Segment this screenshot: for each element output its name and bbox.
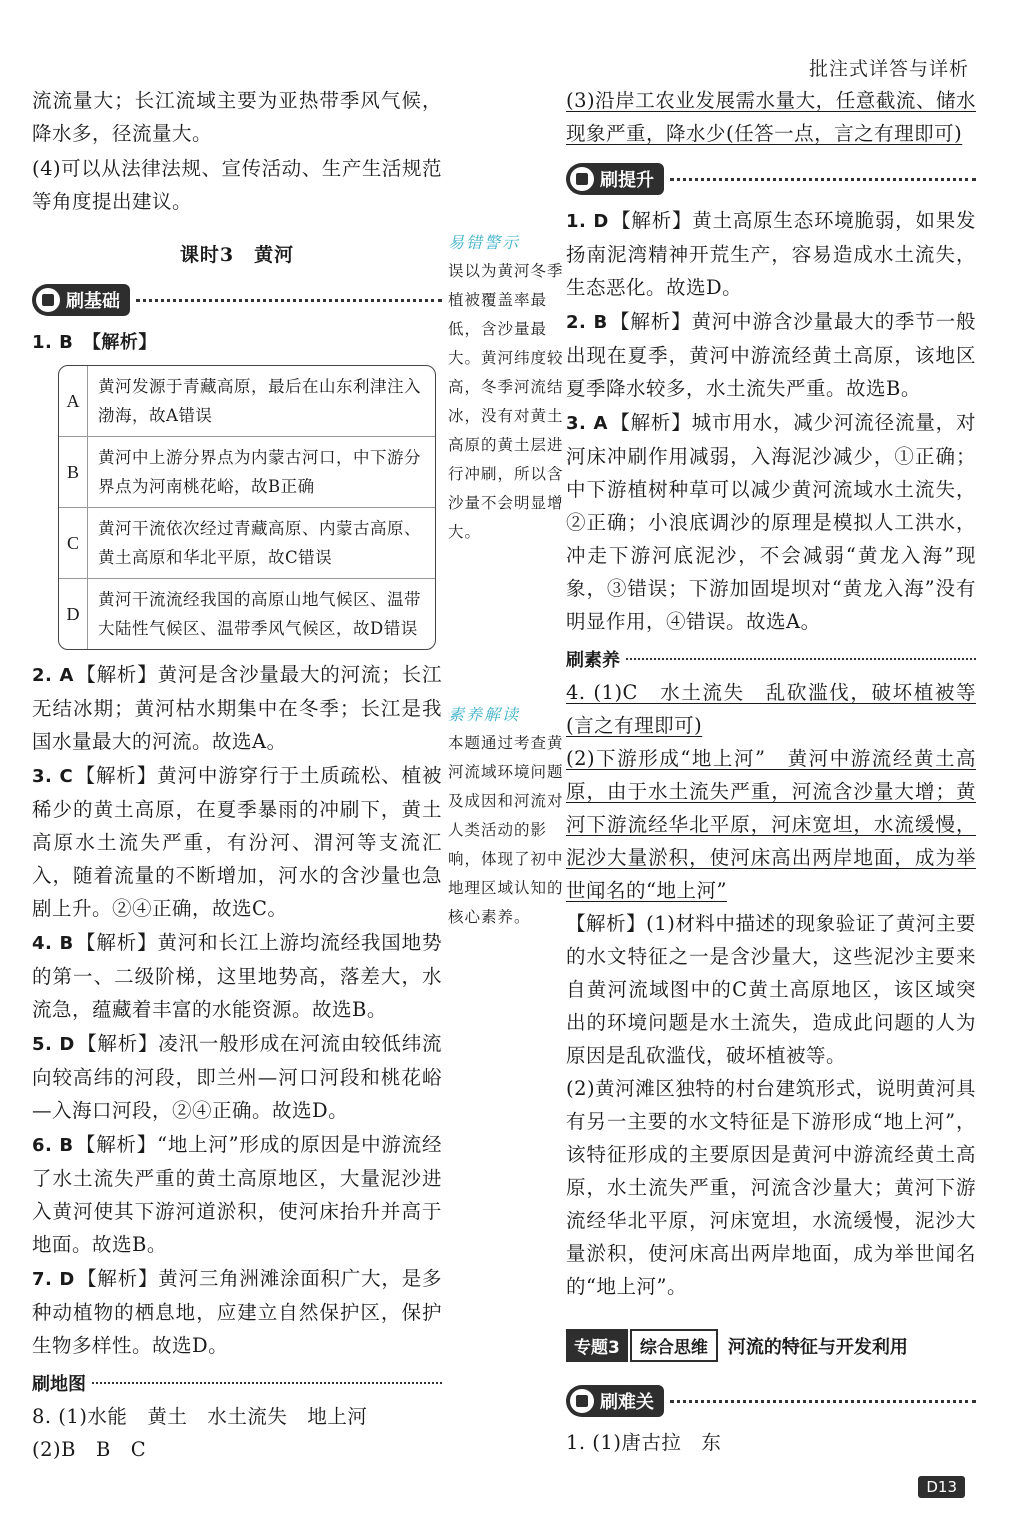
question-8-line: (2)B B C (32, 1438, 147, 1461)
question-8-line: 8. (1)水能 黄土 水土流失 地上河 (32, 1405, 368, 1428)
question-number: 5. D (32, 1034, 75, 1055)
option-text: 黄河发源于青藏高原，最后在山东利津注入渤海，故A错误 (98, 377, 421, 425)
question-item (32, 1262, 442, 1362)
right-column (566, 84, 976, 1459)
section-literacy (566, 644, 976, 674)
side-note-warning (448, 228, 566, 547)
dotted-divider (670, 178, 976, 181)
side-note-text: 本题通过考查黄河流域环境问题及成因和河流对人类活动的影响，体现了初中地理区域认知的核心素养。 (448, 734, 564, 926)
dotted-divider (136, 299, 442, 302)
topic-category: 综合思维 (630, 1329, 718, 1362)
section-basic (32, 281, 442, 319)
side-note-tag: 素养解读 (448, 705, 521, 724)
question-item (32, 759, 442, 925)
option-key: B (59, 437, 88, 507)
dotted-divider (626, 658, 976, 660)
question-4-analysis: 【解析】(1)材料中描述的现象验证了黄河主要的水文特征之一是含沙量大，这些泥沙主要来自黄河流域图中的C黄土高原地区，该区域突出的环境问题是水土流失，造成此问题的人为原因是乱砍滥伐，破坏植被等。 (566, 912, 976, 1067)
side-note-literacy (448, 700, 566, 932)
badge-hard (566, 1385, 664, 1417)
question-text: 【解析】凌汛一般形成在河流由较低纬流向较高纬的河段，即兰州—河口河段和桃花峪—入海口河段，②④正确。故选D。 (32, 1032, 442, 1122)
badge-label: 刷提升 (600, 170, 654, 191)
question-item (566, 406, 976, 638)
option-key: D (59, 579, 88, 649)
section-literacy-label: 刷素养 (566, 650, 620, 671)
question-text: 【解析】黄河是含沙量最大的河流；长江无结冰期；黄河枯水期集中在冬季；长江是我国水量最大的河流。故选A。 (32, 663, 442, 753)
badge-label: 刷基础 (66, 291, 120, 312)
question-number: 3. C (32, 766, 74, 787)
question-text: 【解析】黄河三角洲滩涂面积广大，是多种动植物的栖息地，应建立自然保护区，保护生物多样性。故选D。 (32, 1267, 442, 1357)
intro-line: 流流量大；长江流域主要为亚热带季风气候，降水多，径流量大。 (32, 89, 442, 145)
question-4-analysis: (2)黄河滩区独特的村台建筑形式，说明黄河具有另一主要的水文特征是下游形成“地上河”，该特征形成的主要原因是黄河中游流经黄土高原，水土流失严重，河流含沙量大；黄河下游流经华北平原，河床宽坦，水流缓慢，泥沙大量淤积，使河床高出两岸地面，成为举世闻名的“地上河”。 (566, 1077, 976, 1298)
question-number: 2. B (566, 312, 608, 333)
lesson-title: 课时3 黄河 (179, 244, 295, 266)
question-number: 1. B 【解析】 (32, 332, 157, 353)
topic-banner (566, 1329, 976, 1362)
question-number: 4. B (32, 933, 74, 954)
question-item (566, 204, 976, 304)
badge-up (566, 163, 664, 195)
question-4-answer: (2)下游形成“地上河” 黄河中游流经黄土高原，由于水土流失严重，河流含沙量大增；黄河下游流经华北平原，河床宽坦，水流缓慢，泥沙大量淤积，使河床高出两岸地面，成为举世闻名的“地上河” (566, 747, 976, 902)
side-note-text: 误以为黄河冬季植被覆盖率最低，含沙量最大。黄河纬度较高，冬季河流结冰，没有对黄土高原的黄土层进行冲刷，所以含沙量不会明显增大。 (448, 262, 564, 541)
badge-basic (32, 284, 130, 316)
topic-number: 专题3 (566, 1329, 628, 1362)
hard-question-1: 1. (1)唐古拉 东 (566, 1431, 722, 1454)
question-text: 【解析】黄河和长江上游均流经我国地势的第一、二级阶梯，这里地势高，落差大，水流急，蕴藏着丰富的水能资源。故选B。 (32, 931, 442, 1021)
options-table (58, 365, 436, 650)
question-text: 【解析】黄河中游含沙量最大的季节一般出现在夏季，黄河中游流经黄土高原，该地区夏季降水较多，水土流失严重。故选B。 (566, 310, 976, 400)
question-item (32, 1027, 442, 1127)
table-row (59, 579, 435, 649)
table-row (59, 366, 435, 437)
question-text: 【解析】黄土高原生态环境脆弱，如果发扬南泥湾精神开荒生产，容易造成水土流失，生态恶化。故选D。 (566, 209, 976, 299)
left-column (32, 84, 442, 1466)
pencil-badge-icon (570, 167, 594, 191)
topic-title: 河流的特征与开发利用 (727, 1336, 908, 1358)
question-number: 7. D (32, 1269, 75, 1290)
table-row (59, 508, 435, 579)
page-header: 批注式详答与详析 (808, 58, 969, 80)
question-number: 6. B (32, 1135, 74, 1156)
question-text: 【解析】城市用水，减少河流径流量，对河床冲刷作用减弱，入海泥沙减少，①正确；中下游植树种草可以减少黄河流域水土流失，②正确；小浪底调沙的原理是模拟人工洪水，冲走下游河底泥沙，不会减弱“黄龙入海”现象，③错误；下游加固堤坝对“黄龙入海”没有明显作用，④错误。故选A。 (566, 411, 976, 633)
page-number: D13 (918, 1476, 965, 1498)
dotted-divider (92, 1382, 442, 1384)
question-text: 【解析】黄河中游穿行于土质疏松、植被稀少的黄土高原，在夏季暴雨的冲刷下，黄土高原水土流失严重，有汾河、渭河等支流汇入，随着流量的不断增加，河水的含沙量也急剧上升。②④正确，故选C。 (32, 764, 442, 920)
question-number: 2. A (32, 665, 74, 686)
question-number: 3. A (566, 413, 608, 434)
question-number: 1. D (566, 211, 609, 232)
table-row (59, 437, 435, 508)
option-key: C (59, 508, 88, 578)
pencil-badge-icon (36, 288, 60, 312)
option-text: 黄河中上游分界点为内蒙古河口，中下游分界点为河南桃花峪，故B正确 (98, 448, 421, 496)
side-note-tag: 易错警示 (448, 233, 521, 252)
question-4-answer: 4. (1)C 水土流失 乱砍滥伐，破坏植被等(言之有理即可) (566, 681, 976, 737)
dotted-divider (670, 1400, 976, 1403)
pencil-badge-icon (570, 1389, 594, 1413)
question-item (32, 1128, 442, 1261)
section-hard (566, 1382, 976, 1420)
question-item (32, 926, 442, 1026)
question-item (32, 658, 442, 758)
section-map (32, 1368, 442, 1398)
badge-label: 刷难关 (600, 1392, 654, 1413)
question-item (566, 305, 976, 405)
option-key: A (59, 366, 88, 436)
option-text: 黄河干流流经我国的高原山地气候区、温带大陆性气候区、温带季风气候区，故D错误 (98, 590, 421, 638)
section-map-label: 刷地图 (32, 1374, 86, 1395)
question-1-head (32, 325, 442, 359)
intro-answer: (3)沿岸工农业发展需水量大，任意截流、储水现象严重，降水少(任答一点，言之有理即可) (566, 89, 976, 145)
section-up (566, 160, 976, 198)
option-text: 黄河干流依次经过青藏高原、内蒙古高原、黄土高原和华北平原，故C错误 (98, 519, 421, 567)
question-text: 【解析】“地上河”形成的原因是中游流经了水土流失严重的黄土高原地区，大量泥沙进入黄河使其下游河道淤积，使河床抬升并高于地面。故选B。 (32, 1133, 442, 1256)
intro-line: (4)可以从法律法规、宣传活动、生产生活规范等角度提出建议。 (32, 157, 442, 213)
